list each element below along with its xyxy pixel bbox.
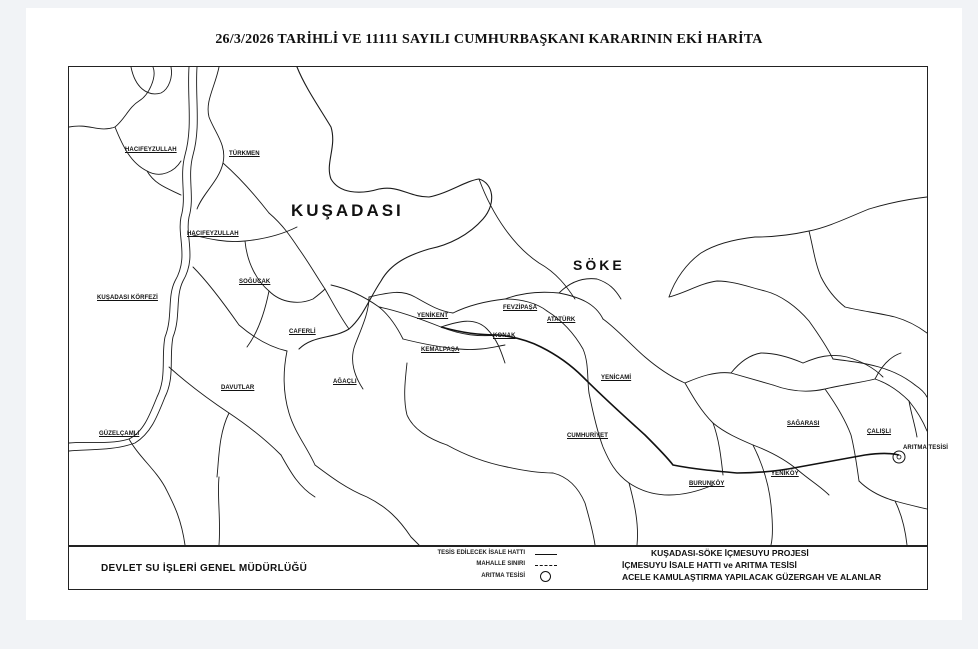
organization-name: DEVLET SU İŞLERİ GENEL MÜDÜRLÜĞÜ: [101, 563, 308, 574]
coastline: [69, 67, 189, 443]
label-aritma-tesisi: ARITMA TESİSİ: [903, 445, 949, 451]
label-kemalpasa: KEMALPAŞA: [421, 347, 460, 353]
project-title-line-2: İÇMESUYU İSALE HATTI ve ARITMA TESİSİ: [622, 560, 797, 570]
label-burunkoy: BURUNKÖY: [689, 481, 725, 487]
legend-box: [68, 546, 928, 590]
legend-boundary-symbol: [535, 565, 557, 566]
legend-line-label: TESİS EDİLECEK İSALE HATTI: [437, 550, 525, 556]
label-cumhuriyet: CUMHURİYET: [567, 433, 608, 439]
legend-line-symbol: [535, 554, 557, 555]
coastline-inner: [69, 67, 197, 451]
label-guzelcamli: GÜZELÇAMLI: [99, 431, 140, 437]
label-turkmen: TÜRKMEN: [229, 151, 260, 157]
label-calisli: ÇALIŞLI: [867, 429, 892, 435]
district-label-soke: SÖKE: [573, 257, 625, 273]
label-agacli: AĞAÇLI: [333, 379, 357, 385]
label-hacifeyzullah-south: HACIFEYZULLAH: [187, 231, 239, 237]
legend-facility-symbol: [540, 571, 551, 582]
label-kusadasi-korfezi: KUŞADASI KÖRFEZİ: [97, 295, 158, 301]
label-sogucak: SOĞUCAK: [239, 279, 271, 285]
district-label-kusadasi: KUŞADASI: [291, 201, 404, 220]
legend-facility-label: ARITMA TESİSİ: [481, 573, 525, 579]
label-yenikent: YENİKENT: [417, 313, 449, 319]
label-ataturk: ATATÜRK: [547, 317, 576, 323]
label-hacifeyzullah-north: HACIFEYZULLAH: [125, 147, 177, 153]
label-konak: KONAK: [493, 333, 516, 339]
map-frame: [68, 66, 949, 546]
project-title-line-3: ACELE KAMULAŞTIRMA YAPILACAK GÜZERGAH VE ALANLAR: [622, 572, 882, 582]
label-yenicami: YENİCAMİ: [601, 375, 632, 381]
map-title: 26/3/2026 TARİHLİ VE 11111 SAYILI CUMHURBAŞKANI KARARININ EKİ HARİTA: [215, 32, 763, 47]
label-sagarasi: SAĞARASI: [787, 421, 820, 427]
treatment-plant-symbol: [893, 451, 905, 463]
label-yenikoy: YENİKÖY: [771, 471, 799, 477]
legend-boundary-label: MAHALLE SINIRI: [476, 561, 525, 567]
label-caferli: CAFERLİ: [289, 329, 316, 335]
isale-line: [441, 327, 899, 473]
project-title-line-1: KUŞADASI-SÖKE İÇMESUYU PROJESİ: [651, 548, 809, 558]
label-fevzipasa: FEVZİPAŞA: [503, 305, 538, 311]
label-davutlar: DAVUTLAR: [221, 385, 255, 391]
